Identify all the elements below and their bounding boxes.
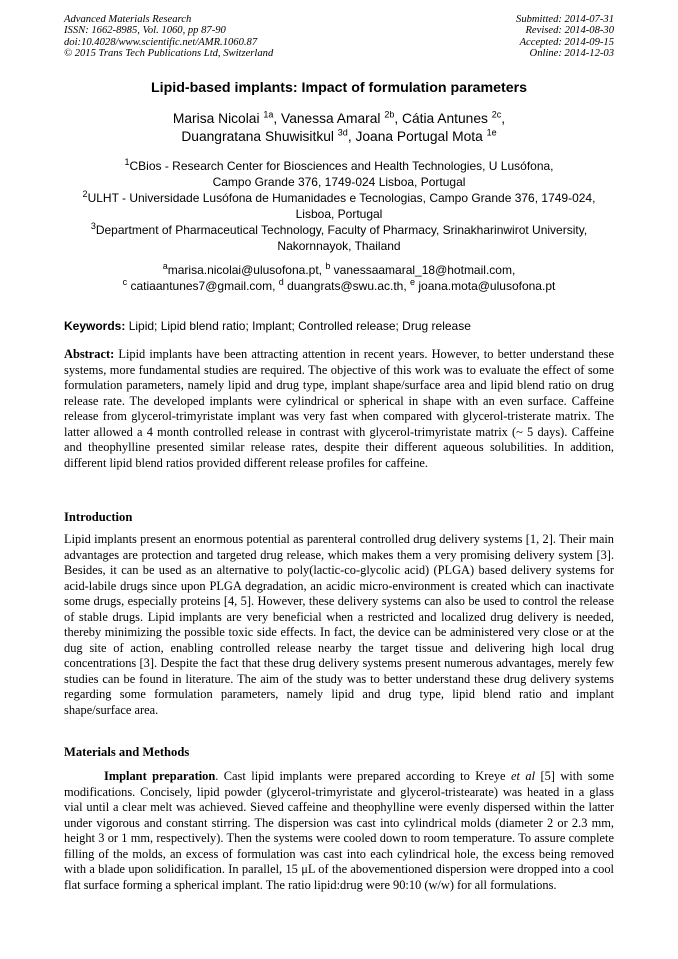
email-address: vanessaamaral_18@hotmail.com,: [330, 263, 516, 277]
unit-symbol: μL: [301, 862, 315, 876]
citation-etal: et al: [510, 769, 536, 783]
methods-paragraph: [64, 769, 614, 893]
email-address: duangrats@swu.ac.th,: [283, 279, 411, 293]
email-address: joana.mota@ulusofona.pt: [415, 279, 556, 293]
email-mark: c: [122, 277, 128, 287]
email-line-2: [0, 278, 678, 294]
methods-text: of the abovementioned dispersion were dropped into a cool flat surface forming a spherical implant. The ratio lipid:drug were 90:10 (w/w) for all formulations.: [64, 862, 614, 892]
author-name: , Joana Portugal Mota: [347, 129, 487, 144]
affiliation-1-address: Campo Grande 376, 1749-024 Lisboa, Portugal: [212, 175, 466, 189]
abstract: [64, 347, 614, 471]
affiliation-1: [0, 158, 678, 174]
methods-text: . Cast lipid implants were prepared according to Kreye: [215, 769, 511, 783]
author-separator: ,: [501, 111, 506, 126]
abstract-label: Abstract:: [64, 347, 115, 361]
author-line-2: [0, 128, 678, 146]
author-affil-mark: 1a: [263, 109, 274, 120]
email-mark: d: [278, 277, 284, 287]
keywords: [64, 318, 616, 334]
methods-text: [5] with some modifications. Concisely, lipid powder (glycerol-trimyristate and glycerol-tristearate) was heated in a glass vial until a clear melt was achieved. Sieved caffeine and theophylline were evenly dispersed within the latter under vigorous and constant stirring. The dispersion was cast into cylindrical molds (diameter 2 or 2.3 mm, height 3 or 1 mm, respectively). Then the systems were cooled down to room temperature. To assure complete filling of the molds, an excess of formulation was cast into each cylindrical hole, the excess being removed with a blade upon solidification. In parallel, 15: [64, 769, 614, 876]
issn-line: ISSN: 1662-8985, Vol. 1060, pp 87-90: [64, 25, 226, 37]
affiliation-3: [0, 222, 678, 238]
author-list: [0, 110, 678, 146]
introduction-heading: Introduction: [64, 510, 133, 524]
author-affil-mark: 3d: [337, 127, 348, 138]
author-name: Duangratana Shuwisitkul: [181, 129, 338, 144]
author-affil-mark: 1e: [486, 127, 497, 138]
author-name: , Cátia Antunes: [394, 111, 492, 126]
keywords-text: Lipid; Lipid blend ratio; Implant; Controlled release; Drug release: [125, 319, 471, 333]
revised-date: Revised: 2014-08-30: [525, 25, 614, 37]
email-mark: b: [325, 261, 331, 271]
affiliation-2-address: Lisboa, Portugal: [295, 207, 383, 221]
abstract-text: Lipid implants have been attracting attention in recent years. However, to better understand these systems, more fundamental studies are required. The objective of this work was to evaluate the effect of some formulation parameters, namely lipid and drug type, implant shape/surface area and lipid blend ratio on drug release rate. The developed implants were cylindrical or spherical in shape with an even surface. Caffeine release from glycerol-trimyristate implant was very fast when compared with glycerol-tristerate matrix. The latter allowed a 4 month controlled release in contrast with glycerol-trimyristate matrix (~ 5 days). Caffeine and theophylline presented similar release rates, despite their different aqueous solubilities. In addition, different lipid blend ratios provided different release profiles for caffeine.: [64, 347, 614, 470]
journal-info: [64, 14, 273, 60]
journal-name: Advanced Materials Research: [64, 14, 192, 25]
affiliations: [0, 158, 678, 254]
affiliation-mark: 3: [90, 221, 96, 231]
online-date: Online: 2014-12-03: [529, 48, 614, 60]
author-name: Marisa Nicolai: [172, 111, 264, 126]
email-mark: a: [162, 261, 168, 271]
affiliation-text: Department of Pharmaceutical Technology, Faculty of Pharmacy, Srinakharinwirot University,: [95, 223, 588, 237]
methods-heading: Materials and Methods: [64, 745, 190, 759]
subsection-label: Implant preparation: [104, 769, 216, 783]
affiliation-text: CBios - Research Center for Biosciences and Health Technologies, U Lusófona,: [129, 159, 554, 173]
email-address: marisa.nicolai@ulusofona.pt,: [167, 263, 326, 277]
paper-title: Lipid-based implants: Impact of formulation parameters: [150, 80, 528, 96]
affiliation-2: [0, 190, 678, 206]
introduction-text: Lipid implants present an enormous potential as parenteral controlled drug delivery systems [1, 2]. Their main advantages are protection and targeted drug release, which makes them a very promising delivery system [3]. Besides, it can be used as an alternative to poly(lactic-co-glycolic acid) (PLGA) based delivery systems for acid-labile drugs since upon PLGA degradation, an acidic micro-environment is created which can inactivate some drugs, especially proteins [4, 5]. However, these delivery systems can also be used to control the release of stable drugs. Lipid implants are very beneficial when a restricted and localized drug delivery is needed, thereby minimizing the possible toxic side effects. In fact, the device can be administered very close or at the dug site of action, enabling controlled release nearby the target tissue and delivering high local drug concentrations [3]. Despite the fact that these drug delivery systems present numerous advantages, merely few studies can be found in literature. The aim of the study was to better understand these drug delivery systems regarding some formulation parameters, namely lipid and drug type, lipid blend ratio and implant shape/surface area.: [64, 532, 614, 717]
affiliation-mark: 2: [82, 189, 88, 199]
affiliation-mark: 1: [124, 157, 130, 167]
submitted-date: Submitted: 2014-07-31: [516, 14, 614, 25]
email-address: catiaantunes7@gmail.com,: [127, 279, 279, 293]
affiliation-text: ULHT - Universidade Lusófona de Humanidades e Tecnologias, Campo Grande 376, 1749-024,: [87, 191, 596, 205]
author-emails: [0, 262, 678, 294]
keywords-label: Keywords:: [64, 319, 126, 333]
submission-dates: [516, 14, 614, 60]
copyright-line: © 2015 Trans Tech Publications Ltd, Switzerland: [64, 48, 274, 60]
author-name: , Vanessa Amaral: [273, 111, 385, 126]
affiliation-3-address: Nakornnayok, Thailand: [277, 239, 401, 253]
doi-line: doi:10.4028/www.scientific.net/AMR.1060.87: [64, 36, 258, 48]
accepted-date: Accepted: 2014-09-15: [519, 36, 614, 48]
author-line-1: [0, 110, 678, 128]
author-affil-mark: 2c: [491, 109, 502, 120]
email-mark: e: [410, 277, 416, 287]
author-affil-mark: 2b: [384, 109, 395, 120]
email-line-1: [0, 262, 678, 278]
